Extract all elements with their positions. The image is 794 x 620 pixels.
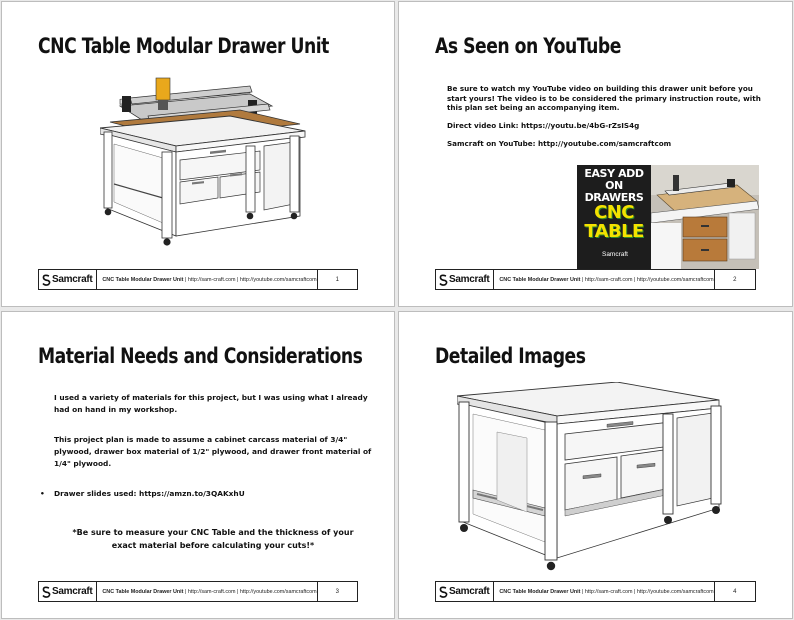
footer-brand: Samcraft <box>449 586 490 597</box>
page-number: 1 <box>317 270 357 289</box>
page-1 <box>1 1 395 307</box>
samcraft-logo-icon <box>42 274 51 286</box>
samcraft-logo <box>39 582 97 601</box>
page-4 <box>398 311 793 619</box>
page-title: Material Needs and Considerations <box>38 344 363 368</box>
page-number: 4 <box>714 582 755 601</box>
page-footer <box>435 581 756 602</box>
footer-links: | http://sam-craft.com | http://youtube.com/samcraftcom <box>581 276 714 283</box>
drawer-slides-link[interactable]: Drawer slides used: https://amzn.to/3QAKxhU <box>54 489 245 498</box>
samcraft-logo <box>436 582 494 601</box>
youtube-section <box>447 84 767 158</box>
samcraft-logo-icon <box>439 586 448 598</box>
page-title: CNC Table Modular Drawer Unit <box>38 34 329 58</box>
thumbnail-cnc-table: CNC TABLE <box>584 202 644 242</box>
bullet-dot: • <box>40 489 45 498</box>
footer-links: | http://sam-craft.com | http://youtube.com/samcraftcom <box>184 588 317 595</box>
footer-brand: Samcraft <box>52 586 93 597</box>
intro-paragraph: Be sure to watch my YouTube video on building this drawer unit before you start yours! The video is to be considered the primary instruction route, with this plan set being an accompanying item. <box>447 84 761 112</box>
page-2 <box>398 1 793 307</box>
drawer-slides-bullet <box>40 488 372 500</box>
footer-links: | http://sam-craft.com | http://youtube.com/samcraftcom <box>184 276 317 283</box>
page-footer <box>38 269 358 290</box>
samcraft-logo-icon <box>439 274 448 286</box>
footer-doc-title: CNC Table Modular Drawer Unit <box>499 588 581 595</box>
footer-doc-title: CNC Table Modular Drawer Unit <box>102 276 184 283</box>
page-footer <box>38 581 358 602</box>
page-title: As Seen on YouTube <box>435 34 621 58</box>
footer-links: | http://sam-craft.com | http://youtube.com/samcraftcom <box>581 588 714 595</box>
samcraft-logo <box>39 270 97 289</box>
cnc-table-illustration <box>100 76 310 248</box>
footer-brand: Samcraft <box>449 274 490 285</box>
materials-paragraph-1: I used a variety of materials for this project, but I was using what I already had on hand in my workshop. <box>54 393 368 414</box>
page-title: Detailed Images <box>435 344 586 368</box>
page-number: 3 <box>317 582 357 601</box>
video-thumbnail[interactable] <box>577 165 759 269</box>
page-number: 2 <box>714 270 755 289</box>
thumbnail-headline: EASY ADD ON DRAWERS <box>584 167 644 204</box>
direct-video-link[interactable]: Direct video Link: https://youtu.be/4bG-rZsIS4g <box>447 120 640 130</box>
drawer-unit-detail-illustration <box>457 382 727 572</box>
page-3 <box>1 311 395 619</box>
materials-section <box>40 392 372 552</box>
materials-paragraph-2: This project plan is made to assume a cabinet carcass material of 3/4" plywood, drawer box material of 1/2" plywood, and drawer front material of 1/4" plywood. <box>54 435 372 468</box>
footer-doc-title: CNC Table Modular Drawer Unit <box>102 588 184 595</box>
footer-brand: Samcraft <box>52 274 93 285</box>
thumbnail-photo <box>651 165 759 269</box>
youtube-channel-link[interactable]: Samcraft on YouTube: http://youtube.com/samcraftcom <box>447 139 672 148</box>
samcraft-logo <box>436 270 494 289</box>
footer-doc-title: CNC Table Modular Drawer Unit <box>499 276 581 283</box>
thumbnail-brand: Samcraft <box>601 251 628 258</box>
measure-note: *Be sure to measure your CNC Table and the thickness of your exact material before calculating your cuts!* <box>72 528 354 550</box>
samcraft-logo-icon <box>42 586 51 598</box>
page-footer <box>435 269 756 290</box>
